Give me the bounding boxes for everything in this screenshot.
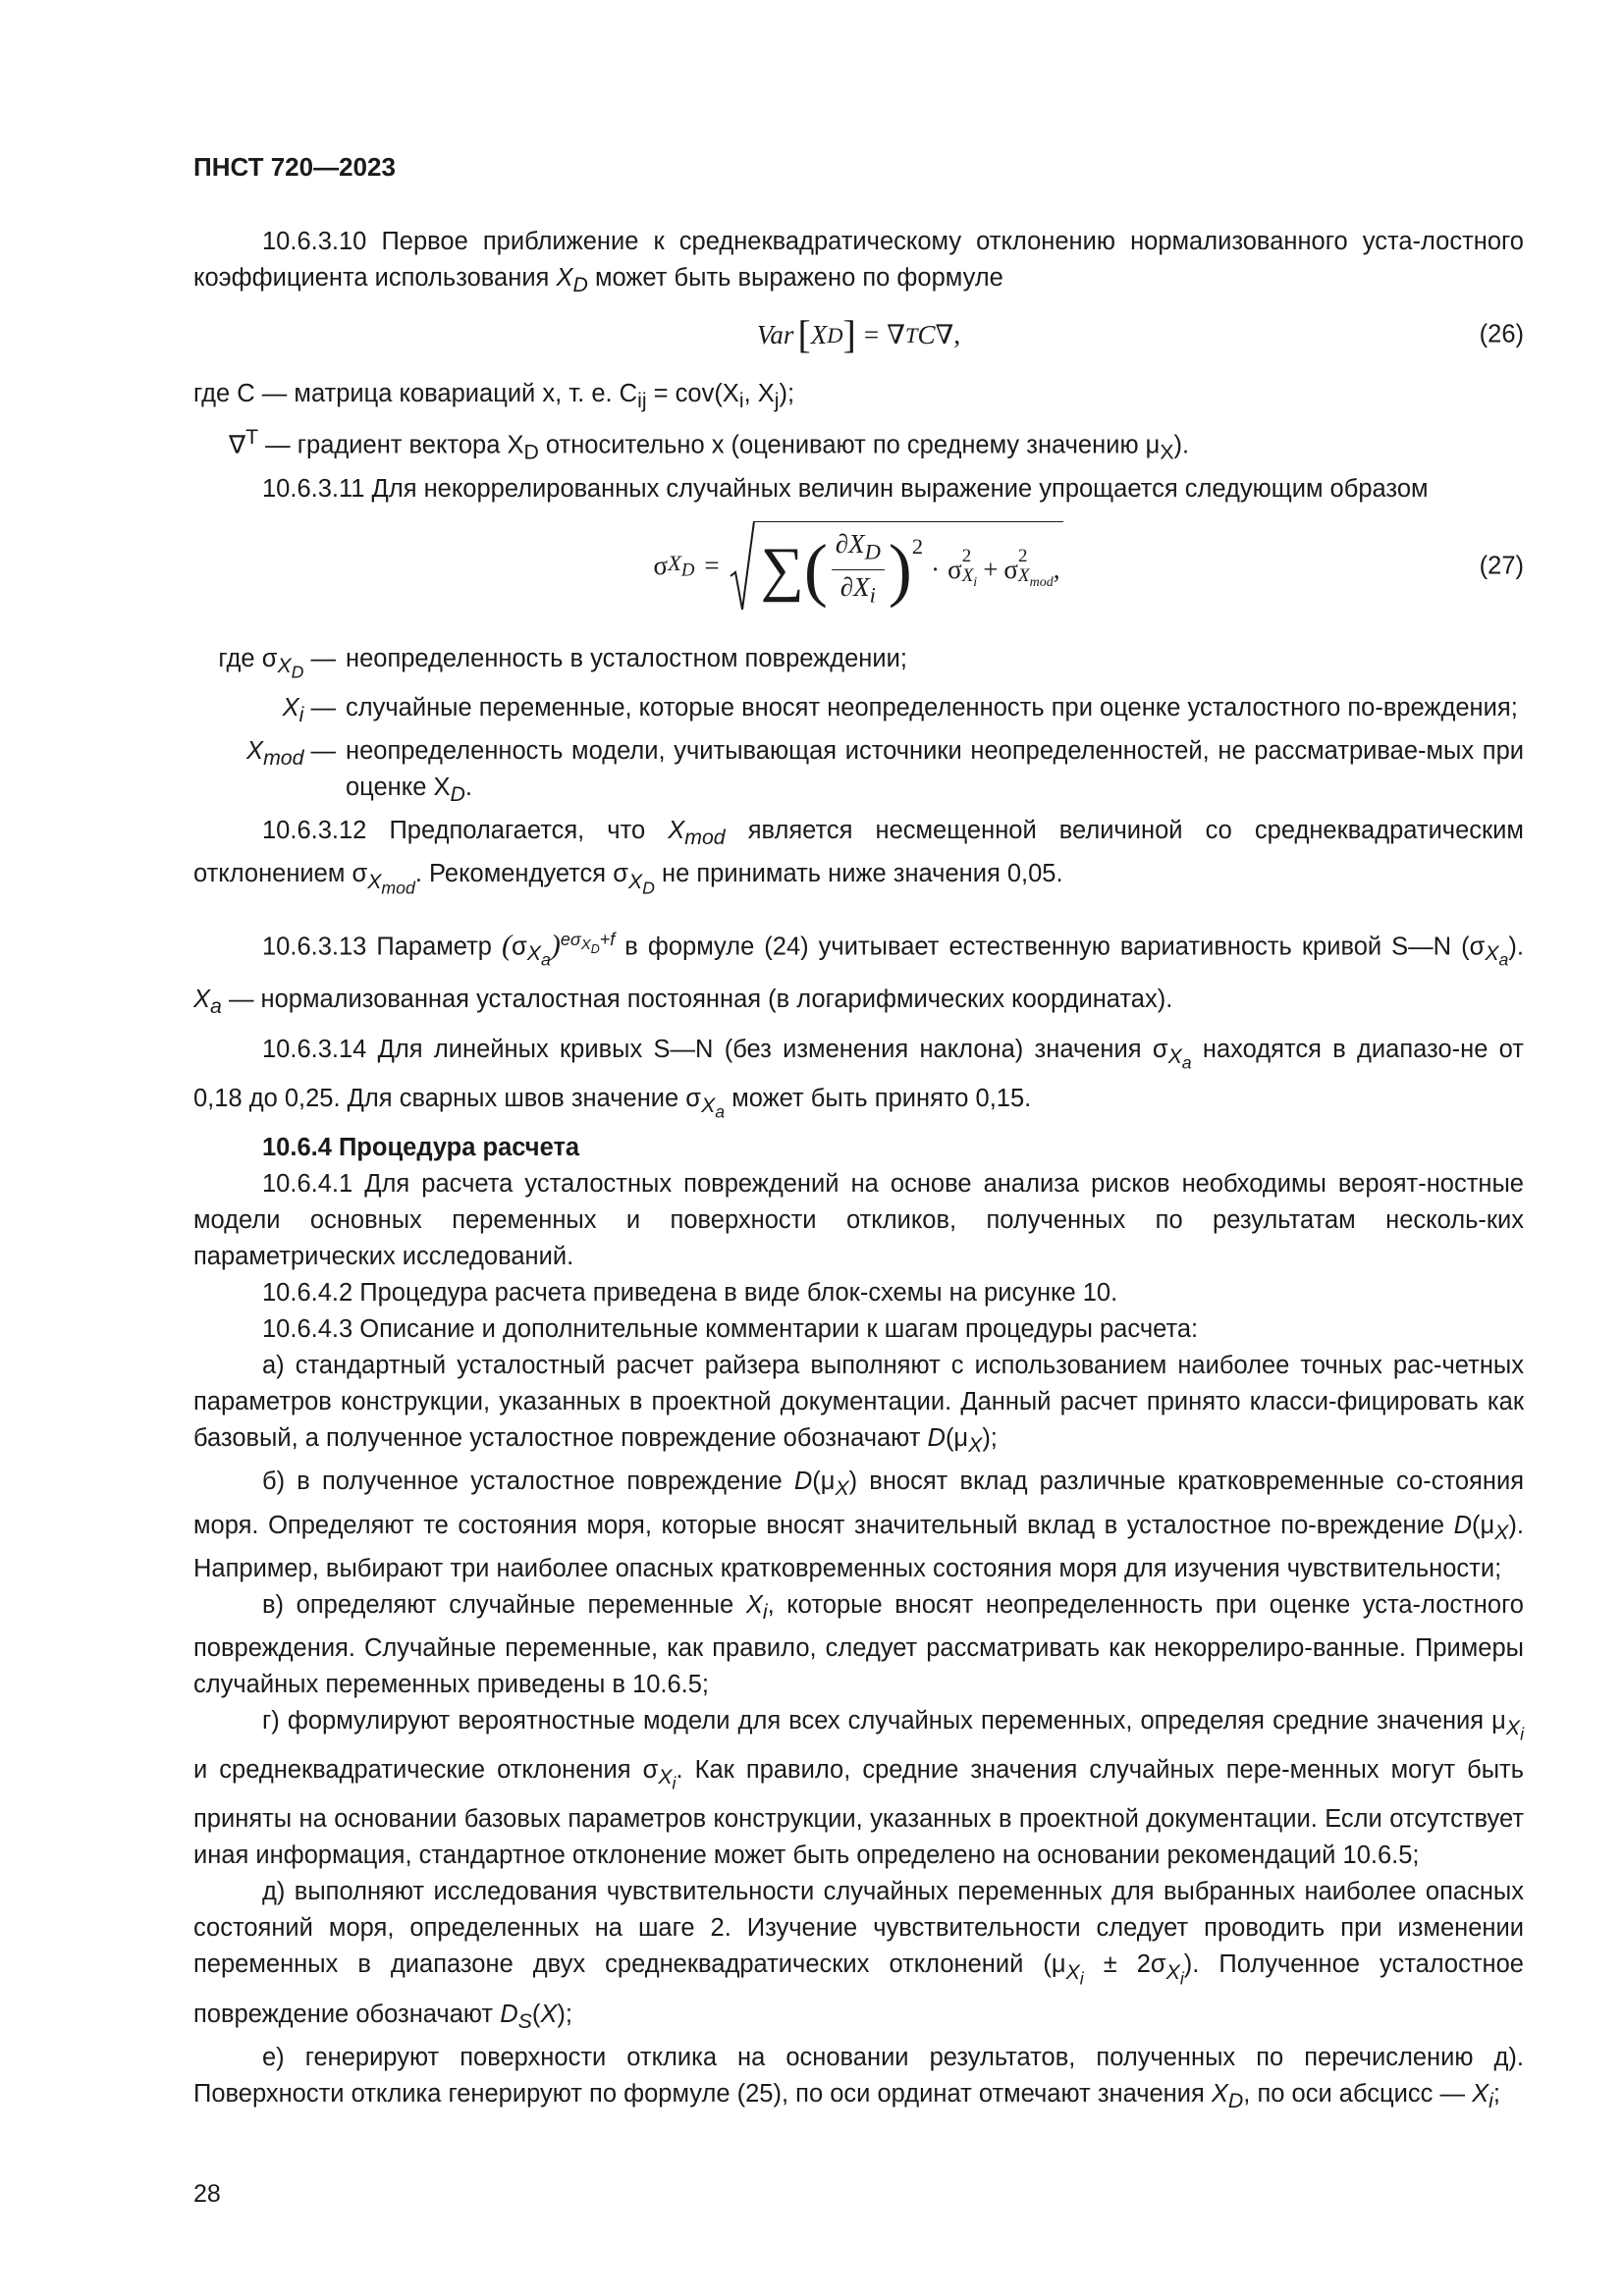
paragraph-10-6-3-10: 10.6.3.10 Первое приближение к среднеквадратическому отклонению нормализованного уста-лостного коэффициента использования $X_D$ может быть выражено по формуле: [193, 228, 1524, 297]
paragraph-10-6-4-1: 10.6.4.1 Для расчета усталостных повреждений на основе анализа рисков необходимы вероят-ностные модели основных переменных и поверхности откликов, полученных по результатам несколь-ких параметрических исследований.: [193, 1170, 1524, 1271]
paragraph-10-6-3-11: 10.6.3.11 Для некоррелированных случайных величин выражение упрощается следующим образом: [262, 474, 1429, 503]
list-item-e: е) генерируют поверхности отклика на основании результатов, полученных по перечислению д). Поверхности отклика генерируют по формуле (25), по оси ординат отмечают значения $X_D$, по оси абсцисс — $X_i$;: [193, 2043, 1524, 2112]
partial-derivative-fraction: $\frac{\partial X_D}{\partial X_i}$: [832, 528, 885, 611]
formula-number-27: (27): [1479, 552, 1524, 580]
where-symbol-xmod: $X_{mod}$ —: [246, 737, 336, 771]
paragraph-10-6-3-12: 10.6.3.12 Предполагается, что $X_{mod}$ является несмещенной величиной со среднеквадратическим отклонением $\sigma_{X_{mod}}$. Рекомендуется $\sigma_{X_D}$ не принимать ниже значения 0,05.: [193, 817, 1524, 897]
list-item-g: г) формулируют вероятностные модели для всех случайных переменных, определяя средние значения $\mu_{X_i}$ и среднеквадратические отклонения $\sigma_{X_i}$. Как правило, средние значения случайных пере-менных могут быть приняты на основании базовых параметров конструкции, указанных в проектной документации. Если отсутствует иная информация, стандартное отклонение может быть определено на основании рекомендаций 10.6.5;: [193, 1706, 1524, 1870]
section-heading-10-6-4: 10.6.4 Процедура расчета: [262, 1134, 580, 1162]
standard-code: ПНСТ 720—2023: [193, 152, 396, 182]
paragraph-10-6-4-3: 10.6.4.3 Описание и дополнительные комментарии к шагам процедуры расчета:: [262, 1315, 1199, 1344]
where-symbol-sigma-xd: где $\sigma_{X_D}$ —: [218, 644, 336, 682]
paragraph-10-6-3-13: 10.6.3.13 Параметр $(\sigma_{X_a})^{e\sigma_{X_D}+f}$ в формуле (24) учитывает естественную вариативность кривой S—N $(\sigma_{X_a})$. $X_a$ — нормализованная усталостная постоянная (в логарифмических координатах).: [193, 929, 1524, 1018]
list-item-v: в) определяют случайные переменные $X_i$, которые вносят неопределенность при оценке уста-лостного повреждения. Случайные переменные, как правило, следует рассматривать как некоррелиро-ванные. Примеры случайных переменных приведены в 10.6.5;: [193, 1590, 1524, 1698]
formula-27: σ $X_D$ = ∑ ( $\frac{\partial X_D}{\partial X_i}$ ) $^2$ · σ 2 $X_i$ + σ 2 $X_{mod}$ , (27): [193, 507, 1524, 625]
list-item-a: а) стандартный усталостный расчет райзера выполняют с использованием наиболее точных рас-четных параметров конструкции, указанных в проектной документации. Данный расчет принято класси-фицировать как базовый, а полученное усталостное повреждение обозначают $D(\mu_X)$;: [193, 1352, 1524, 1458]
formula-number-26: (26): [1479, 320, 1524, 348]
where-symbol-xi: $X_i$ —: [282, 694, 336, 727]
list-item-b: б) в полученное усталостное повреждение $D(\mu_X)$ вносят вклад различные кратковременные со-стояния моря. Определяют те состояния моря, которые вносят значительный вклад в усталостное по-вреждение $D(\mu_X)$. Например, выбирают три наиболее опасных кратковременных состояния моря для изучения чувствительности;: [193, 1468, 1525, 1582]
where-item-c: где C — матрица ковариаций x, т. е. $C_{ij} = cov(X_i$, $X_j$);: [193, 380, 795, 413]
paragraph-10-6-4-2: 10.6.4.2 Процедура расчета приведена в виде блок-схемы на рисунке 10.: [262, 1279, 1118, 1308]
list-item-d: д) выполняют исследования чувствительности случайных переменных для выбранных наиболее опасных состояний моря, определенных на шаге 2. Изучение чувствительности следует проводить при изменении переменных в диапазоне двух среднеквадратических отклонений $(\mu_{X_i} \pm 2\sigma_{X_i})$. Полученное усталостное повреждение обозначают $D_S(X)$;: [193, 1878, 1524, 2033]
where-list-27: где $\sigma_{X_D}$ — неопределенность в усталостном повреждении; $X_i$ — случайные переменные, которые вносят неопределенность при оценке усталостного по-вреждения; $X_{mod}$ — неопределенность модели, учитывающая источники неопределенностей, не рассматривае-мых при оценке $X_D$.: [193, 641, 1524, 814]
formula-26: Var [ X D ] = ∇ T C ∇, (26): [756, 312, 1524, 357]
radical-sign-icon: [730, 519, 755, 614]
where-item-nabla: ∇$^T$ — градиент вектора $X_D$ относительно x (оценивают по среднему значению $\mu_X$).: [229, 425, 1190, 464]
where-list-26: [193, 376, 1524, 471]
square-root: ∑ ( $\frac{\partial X_D}{\partial X_i}$ ) $^2$ · σ 2 $X_i$ + σ 2 $X_{mod}$ ,: [730, 519, 1064, 614]
paragraph-10-6-3-14: 10.6.3.14 Для линейных кривых S—N (без изменения наклона) значения $\sigma_{X_a}$ находятся в диапазо-не от 0,18 до 0,25. Для сварных швов значение $\sigma_{X_a}$ может быть принято 0,15.: [193, 1035, 1524, 1122]
page-content: [193, 224, 1524, 2119]
page-number: 28: [193, 2180, 221, 2208]
